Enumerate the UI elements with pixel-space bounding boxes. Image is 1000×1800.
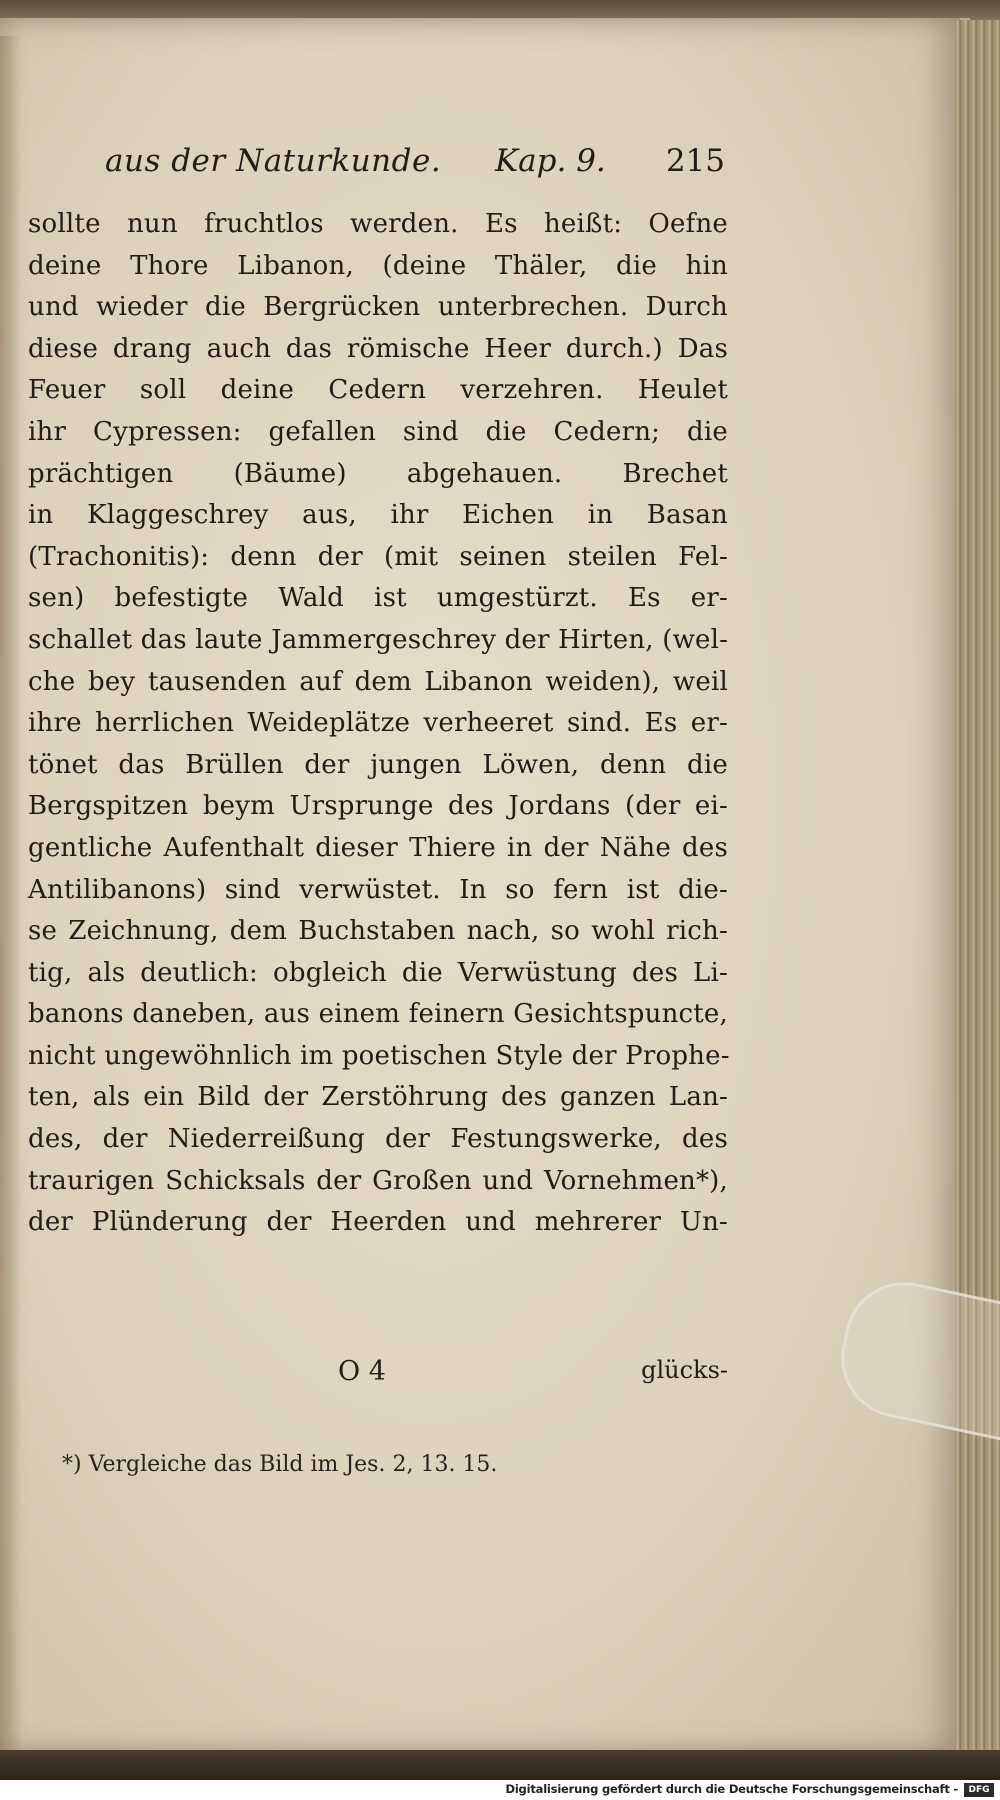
text-line: Feuer soll deine Cedern verzehren. Heulet [28,375,728,406]
text-line: und wieder die Bergrücken unterbrechen. Durch [28,292,728,323]
text-line: diese drang auch das römische Heer durch.) Das [28,333,728,364]
text-line: prächtigen (Bäume) abgehauen. Brechet [28,458,728,489]
signature-mark: O 4 [338,1356,386,1387]
dfg-logo: DFG [964,1783,994,1797]
text-line: (Trachonitis): denn der (mit seinen steilen Fel- [28,541,728,572]
text-line: ten, als ein Bild der Zerstöhrung des ganzen Lan- [28,1082,728,1113]
text-line: schallet das laute Jammergeschrey der Hirten, (wel- [28,624,729,655]
text-line: sen) befestigte Wald ist umgestürzt. Es er- [28,583,728,614]
text-line: Antilibanons) sind verwüstet. In so fern ist die- [28,874,728,905]
text-line: Bergspitzen beym Ursprunge des Jordans (der ei- [28,791,728,822]
running-title: aus der Naturkunde. [105,143,442,179]
text-line: ihre herrlichen Weideplätze verheeret sind. Es er- [28,708,728,739]
credit-bar [0,1780,1000,1800]
text-line: che bey tausenden auf dem Libanon weiden), weil [28,666,728,697]
page-shadow [0,36,22,1771]
text-line: des, der Niederreißung der Festungswerke, des [28,1124,728,1155]
signature-line [28,1356,728,1396]
book-bottom-edge [0,1750,1000,1780]
text-line: se Zeichnung, dem Buchstaben nach, so wohl rich- [28,916,728,947]
page-stack-edge [955,20,1000,1755]
page-paper [0,18,970,1753]
body-text [28,204,728,1244]
credit-text: Digitalisierung gefördert durch die Deutsche Forschungsgemeinschaft - [505,1782,958,1796]
text-line: banons daneben, aus einem feinern Gesichtspuncte, [28,999,728,1030]
text-line: deine Thore Libanon, (deine Thäler, die hin [28,250,728,281]
text-line: sollte nun fruchtlos werden. Es heißt: Oefne [28,209,728,239]
text-line: traurigen Schicksals der Großen und Vornehmen*), [28,1165,728,1196]
text-line: nicht ungewöhnlich im poetischen Style der Prophe- [28,1040,730,1071]
page-number: 215 [665,143,725,179]
text-line: tig, als deutlich: obgleich die Verwüstung des Li- [28,957,728,988]
text-line: ihr Cypressen: gefallen sind die Cedern; die [28,416,728,447]
running-header [105,143,725,193]
chapter-label: Kap. 9. [495,143,606,179]
text-line: gentliche Aufenthalt dieser Thiere in der Nähe des [28,832,728,863]
text-line: der Plünderung der Heerden und mehrerer Un- [28,1207,728,1238]
text-line: in Klaggeschrey aus, ihr Eichen in Basan [28,500,728,531]
footnote: *) Vergleiche das Bild im Jes. 2, 13. 15. [62,1452,498,1477]
text-line: tönet das Brüllen der jungen Löwen, denn die [28,749,728,780]
catchword: glücks- [641,1356,728,1384]
